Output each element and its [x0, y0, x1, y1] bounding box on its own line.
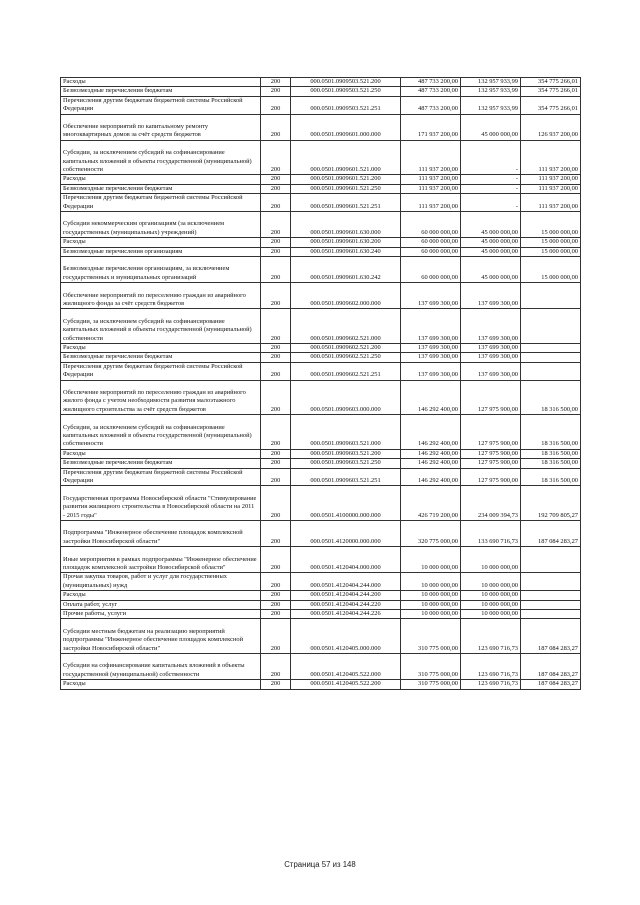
- table-row: [61, 309, 581, 344]
- table-row: [61, 78, 581, 87]
- row-classification-code: 000.0501.4100000.000.000: [291, 486, 401, 521]
- row-executed: 137 699 300,00: [461, 353, 521, 362]
- table-row: [61, 353, 581, 362]
- row-classification-code: 000.0501.4120404.244.226: [291, 610, 401, 619]
- row-approved: 146 292 400,00: [401, 415, 461, 450]
- table-row: [61, 175, 581, 184]
- row-executed: 45 000 000,00: [461, 114, 521, 140]
- row-unexecuted: [521, 600, 581, 609]
- table-row: [61, 283, 581, 309]
- row-classification-code: 000.0501.4120000.000.000: [291, 521, 401, 547]
- row-classification-code: 000.0501.0909601.521.250: [291, 184, 401, 193]
- row-line-code: 200: [261, 247, 291, 256]
- row-line-code: 200: [261, 362, 291, 380]
- table-row: [61, 87, 581, 96]
- row-approved: 137 699 300,00: [401, 344, 461, 353]
- row-approved: 487 733 200,00: [401, 87, 461, 96]
- row-unexecuted: 354 775 266,01: [521, 87, 581, 96]
- row-classification-code: 000.0501.0909601.630.242: [291, 257, 401, 283]
- row-unexecuted: 15 000 000,00: [521, 212, 581, 238]
- row-executed: 137 699 300,00: [461, 344, 521, 353]
- row-classification-code: 000.0501.0909603.521.250: [291, 459, 401, 468]
- row-classification-code: 000.0501.0909603.521.251: [291, 468, 401, 486]
- row-classification-code: 000.0501.0909602.521.200: [291, 344, 401, 353]
- table-row: [61, 140, 581, 175]
- row-name: Государственная программа Новосибирской области "Стимулирование развития жилищного строительства в Новосибирской области на 2011 - 2015 годы": [61, 486, 261, 521]
- row-line-code: 200: [261, 654, 291, 680]
- row-executed: 45 000 000,00: [461, 238, 521, 247]
- table-row: [61, 459, 581, 468]
- row-executed: 234 009 394,73: [461, 486, 521, 521]
- row-unexecuted: [521, 591, 581, 600]
- row-unexecuted: 187 084 283,27: [521, 654, 581, 680]
- row-approved: 137 699 300,00: [401, 362, 461, 380]
- table-row: [61, 449, 581, 458]
- row-unexecuted: 15 000 000,00: [521, 238, 581, 247]
- row-classification-code: 000.0501.0909602.521.251: [291, 362, 401, 380]
- row-unexecuted: [521, 362, 581, 380]
- row-approved: 487 733 200,00: [401, 78, 461, 87]
- row-executed: 127 975 900,00: [461, 468, 521, 486]
- table-row: [61, 415, 581, 450]
- row-approved: 10 000 000,00: [401, 573, 461, 591]
- table-row: [61, 468, 581, 486]
- budget-table: [60, 77, 581, 690]
- row-classification-code: 000.0501.4120404.244.220: [291, 600, 401, 609]
- row-executed: 45 000 000,00: [461, 212, 521, 238]
- table-row: [61, 257, 581, 283]
- row-executed: 137 699 300,00: [461, 309, 521, 344]
- row-unexecuted: 15 000 000,00: [521, 247, 581, 256]
- row-approved: 426 719 200,00: [401, 486, 461, 521]
- row-executed: 10 000 000,00: [461, 573, 521, 591]
- row-approved: 111 937 200,00: [401, 175, 461, 184]
- row-unexecuted: 15 000 000,00: [521, 257, 581, 283]
- row-executed: 45 000 000,00: [461, 257, 521, 283]
- row-name: Расходы: [61, 344, 261, 353]
- row-executed: 132 957 933,99: [461, 78, 521, 87]
- table-row: [61, 619, 581, 654]
- row-unexecuted: 111 937 200,00: [521, 140, 581, 175]
- row-name: Обеспечение мероприятий по переселению граждан из аварийного жилищного фонда за счёт средств бюджетов: [61, 283, 261, 309]
- row-classification-code: 000.0501.0909602.000.000: [291, 283, 401, 309]
- row-executed: 132 957 933,99: [461, 96, 521, 114]
- row-executed: -: [461, 175, 521, 184]
- row-approved: 137 699 300,00: [401, 353, 461, 362]
- row-name: Безвозмездные перечисления бюджетам: [61, 184, 261, 193]
- row-name: Расходы: [61, 175, 261, 184]
- row-classification-code: 000.0501.4120404.000.000: [291, 547, 401, 573]
- row-unexecuted: [521, 610, 581, 619]
- row-line-code: 200: [261, 194, 291, 212]
- table-row: [61, 600, 581, 609]
- row-name: Расходы: [61, 238, 261, 247]
- row-approved: 146 292 400,00: [401, 459, 461, 468]
- row-approved: 111 937 200,00: [401, 140, 461, 175]
- table-row: [61, 344, 581, 353]
- row-unexecuted: 18 316 500,00: [521, 415, 581, 450]
- row-classification-code: 000.0501.0909602.521.000: [291, 309, 401, 344]
- row-classification-code: 000.0501.0909503.521.251: [291, 96, 401, 114]
- row-executed: 132 957 933,99: [461, 87, 521, 96]
- row-line-code: 200: [261, 486, 291, 521]
- row-line-code: 200: [261, 600, 291, 609]
- row-unexecuted: 18 316 500,00: [521, 449, 581, 458]
- row-approved: 487 733 200,00: [401, 96, 461, 114]
- row-line-code: 200: [261, 380, 291, 415]
- row-executed: 45 000 000,00: [461, 247, 521, 256]
- row-approved: 60 000 000,00: [401, 238, 461, 247]
- table-row: [61, 238, 581, 247]
- budget-table-body: [61, 78, 581, 690]
- row-line-code: 200: [261, 619, 291, 654]
- row-approved: 111 937 200,00: [401, 184, 461, 193]
- row-line-code: 200: [261, 468, 291, 486]
- row-classification-code: 000.0501.0909601.630.200: [291, 238, 401, 247]
- row-name: Субсидии, за исключением субсидий на софинансирование капитальных вложений в объекты государственной (муниципальной) собственности: [61, 140, 261, 175]
- row-approved: 10 000 000,00: [401, 591, 461, 600]
- row-line-code: 200: [261, 449, 291, 458]
- row-unexecuted: 18 316 500,00: [521, 380, 581, 415]
- row-line-code: 200: [261, 353, 291, 362]
- row-approved: 10 000 000,00: [401, 600, 461, 609]
- row-unexecuted: [521, 547, 581, 573]
- table-row: [61, 680, 581, 689]
- row-classification-code: 000.0501.0909603.521.200: [291, 449, 401, 458]
- row-executed: 10 000 000,00: [461, 547, 521, 573]
- row-approved: 10 000 000,00: [401, 547, 461, 573]
- row-name: Субсидии некоммерческим организациям (за исключением государственных (муниципальных) учреждений): [61, 212, 261, 238]
- row-classification-code: 000.0501.0909601.000.000: [291, 114, 401, 140]
- row-unexecuted: [521, 344, 581, 353]
- row-classification-code: 000.0501.0909601.630.000: [291, 212, 401, 238]
- row-line-code: 200: [261, 521, 291, 547]
- row-line-code: 200: [261, 96, 291, 114]
- row-classification-code: 000.0501.4120404.244.000: [291, 573, 401, 591]
- row-approved: 310 775 000,00: [401, 654, 461, 680]
- row-unexecuted: 18 316 500,00: [521, 468, 581, 486]
- row-executed: 137 699 300,00: [461, 362, 521, 380]
- row-executed: 127 975 900,00: [461, 380, 521, 415]
- row-classification-code: 000.0501.0909603.000.000: [291, 380, 401, 415]
- table-row: [61, 486, 581, 521]
- row-approved: 10 000 000,00: [401, 610, 461, 619]
- row-executed: 123 690 716,73: [461, 619, 521, 654]
- row-name: Обеспечение мероприятий по капитальному ремонту многоквартирных домов за счёт средств бюджетов: [61, 114, 261, 140]
- row-classification-code: 000.0501.0909601.630.240: [291, 247, 401, 256]
- table-row: [61, 380, 581, 415]
- row-executed: -: [461, 140, 521, 175]
- row-unexecuted: [521, 353, 581, 362]
- row-name: Перечисления другим бюджетам бюджетной системы Российской Федерации: [61, 96, 261, 114]
- row-unexecuted: [521, 283, 581, 309]
- row-unexecuted: [521, 309, 581, 344]
- row-approved: 171 937 200,00: [401, 114, 461, 140]
- row-approved: 60 000 000,00: [401, 257, 461, 283]
- table-row: [61, 362, 581, 380]
- row-classification-code: 000.0501.4120405.000.000: [291, 619, 401, 654]
- table-row: [61, 654, 581, 680]
- row-executed: 127 975 900,00: [461, 415, 521, 450]
- row-line-code: 200: [261, 87, 291, 96]
- row-approved: 60 000 000,00: [401, 212, 461, 238]
- row-classification-code: 000.0501.0909503.521.250: [291, 87, 401, 96]
- row-approved: 146 292 400,00: [401, 380, 461, 415]
- row-executed: 10 000 000,00: [461, 610, 521, 619]
- row-name: Иные мероприятия в рамках подпрограммы "Инженерное обеспечение площадок комплексной застройки Новосибирской области": [61, 547, 261, 573]
- row-executed: 123 690 716,73: [461, 654, 521, 680]
- row-classification-code: 000.0501.4120405.522.000: [291, 654, 401, 680]
- row-classification-code: 000.0501.0909503.521.200: [291, 78, 401, 87]
- row-name: Расходы: [61, 78, 261, 87]
- row-executed: 133 690 716,73: [461, 521, 521, 547]
- row-name: Расходы: [61, 449, 261, 458]
- row-unexecuted: 187 084 283,27: [521, 680, 581, 689]
- row-classification-code: 000.0501.4120405.522.200: [291, 680, 401, 689]
- row-executed: -: [461, 194, 521, 212]
- row-unexecuted: 18 316 500,00: [521, 459, 581, 468]
- table-row: [61, 212, 581, 238]
- row-approved: 320 775 000,00: [401, 521, 461, 547]
- row-line-code: 200: [261, 175, 291, 184]
- row-name: Безвозмездные перечисления бюджетам: [61, 87, 261, 96]
- table-row: [61, 194, 581, 212]
- row-line-code: 200: [261, 415, 291, 450]
- row-line-code: 200: [261, 459, 291, 468]
- page-number: Страница 57 из 148: [284, 860, 356, 869]
- table-row: [61, 610, 581, 619]
- row-executed: -: [461, 184, 521, 193]
- row-name: Субсидии, за исключением субсидий на софинансирование капитальных вложений в объекты государственной (муниципальной) собственности: [61, 415, 261, 450]
- row-name: Безвозмездные перечисления организациям, за исключением государственных и муниципальных организаций: [61, 257, 261, 283]
- row-name: Субсидии местным бюджетам на реализацию мероприятий подпрограммы "Инженерное обеспечение площадок комплексной застройки Новосибирской области": [61, 619, 261, 654]
- row-name: Безвозмездные перечисления бюджетам: [61, 459, 261, 468]
- row-line-code: 200: [261, 257, 291, 283]
- row-classification-code: 000.0501.0909603.521.000: [291, 415, 401, 450]
- row-classification-code: 000.0501.0909601.521.200: [291, 175, 401, 184]
- row-approved: 146 292 400,00: [401, 449, 461, 458]
- table-row: [61, 591, 581, 600]
- row-name: Прочие работы, услуги: [61, 610, 261, 619]
- row-approved: 111 937 200,00: [401, 194, 461, 212]
- row-name: Расходы: [61, 680, 261, 689]
- row-name: Прочая закупка товаров, работ и услуг для государственных (муниципальных) нужд: [61, 573, 261, 591]
- row-classification-code: 000.0501.0909601.521.251: [291, 194, 401, 212]
- row-line-code: 200: [261, 680, 291, 689]
- row-name: Субсидии на софинансирование капитальных вложений в объекты государственной (муниципальной) собственности: [61, 654, 261, 680]
- row-executed: 123 690 716,73: [461, 680, 521, 689]
- row-name: Перечисления другим бюджетам бюджетной системы Российской Федерации: [61, 468, 261, 486]
- row-unexecuted: 111 937 200,00: [521, 194, 581, 212]
- row-unexecuted: 111 937 200,00: [521, 175, 581, 184]
- row-name: Подпрограмма "Инженерное обеспечение площадок комплексной застройки Новосибирской области": [61, 521, 261, 547]
- row-line-code: 200: [261, 344, 291, 353]
- row-approved: 137 699 300,00: [401, 283, 461, 309]
- row-line-code: 200: [261, 78, 291, 87]
- row-line-code: 200: [261, 610, 291, 619]
- row-approved: 60 000 000,00: [401, 247, 461, 256]
- row-line-code: 200: [261, 547, 291, 573]
- row-line-code: 200: [261, 212, 291, 238]
- row-classification-code: 000.0501.0909601.521.000: [291, 140, 401, 175]
- row-line-code: 200: [261, 184, 291, 193]
- table-row: [61, 247, 581, 256]
- row-unexecuted: 187 084 283,27: [521, 521, 581, 547]
- row-unexecuted: 126 937 200,00: [521, 114, 581, 140]
- row-unexecuted: 354 775 266,01: [521, 78, 581, 87]
- row-name: Расходы: [61, 591, 261, 600]
- row-approved: 310 775 000,00: [401, 680, 461, 689]
- row-name: Безвозмездные перечисления организациям: [61, 247, 261, 256]
- row-executed: 127 975 900,00: [461, 449, 521, 458]
- row-name: Оплата работ, услуг: [61, 600, 261, 609]
- row-line-code: 200: [261, 309, 291, 344]
- row-executed: 127 975 900,00: [461, 459, 521, 468]
- row-executed: 137 699 300,00: [461, 283, 521, 309]
- row-executed: 10 000 000,00: [461, 591, 521, 600]
- row-unexecuted: 187 084 283,27: [521, 619, 581, 654]
- row-line-code: 200: [261, 238, 291, 247]
- table-row: [61, 547, 581, 573]
- row-name: Безвозмездные перечисления бюджетам: [61, 353, 261, 362]
- table-row: [61, 184, 581, 193]
- row-unexecuted: 111 937 200,00: [521, 184, 581, 193]
- table-row: [61, 114, 581, 140]
- row-unexecuted: 192 709 805,27: [521, 486, 581, 521]
- row-line-code: 200: [261, 591, 291, 600]
- row-name: Перечисления другим бюджетам бюджетной системы Российской Федерации: [61, 194, 261, 212]
- row-unexecuted: 354 775 266,01: [521, 96, 581, 114]
- row-line-code: 200: [261, 114, 291, 140]
- row-name: Перечисления другим бюджетам бюджетной системы Российской Федерации: [61, 362, 261, 380]
- row-name: Обеспечение мероприятий по переселению граждан из аварийного жилого фонда с учетом необходимости развития малоэтажного жилищного строительства за счёт средств бюджетов: [61, 380, 261, 415]
- row-name: Субсидии, за исключением субсидий на софинансирование капитальных вложений в объекты государственной (муниципальной) собственности: [61, 309, 261, 344]
- row-approved: 137 699 300,00: [401, 309, 461, 344]
- row-approved: 146 292 400,00: [401, 468, 461, 486]
- row-classification-code: 000.0501.0909602.521.250: [291, 353, 401, 362]
- row-approved: 310 775 000,00: [401, 619, 461, 654]
- row-line-code: 200: [261, 140, 291, 175]
- table-row: [61, 96, 581, 114]
- table-row: [61, 573, 581, 591]
- row-line-code: 200: [261, 283, 291, 309]
- row-classification-code: 000.0501.4120404.244.200: [291, 591, 401, 600]
- row-unexecuted: [521, 573, 581, 591]
- row-executed: 10 000 000,00: [461, 600, 521, 609]
- row-line-code: 200: [261, 573, 291, 591]
- table-row: [61, 521, 581, 547]
